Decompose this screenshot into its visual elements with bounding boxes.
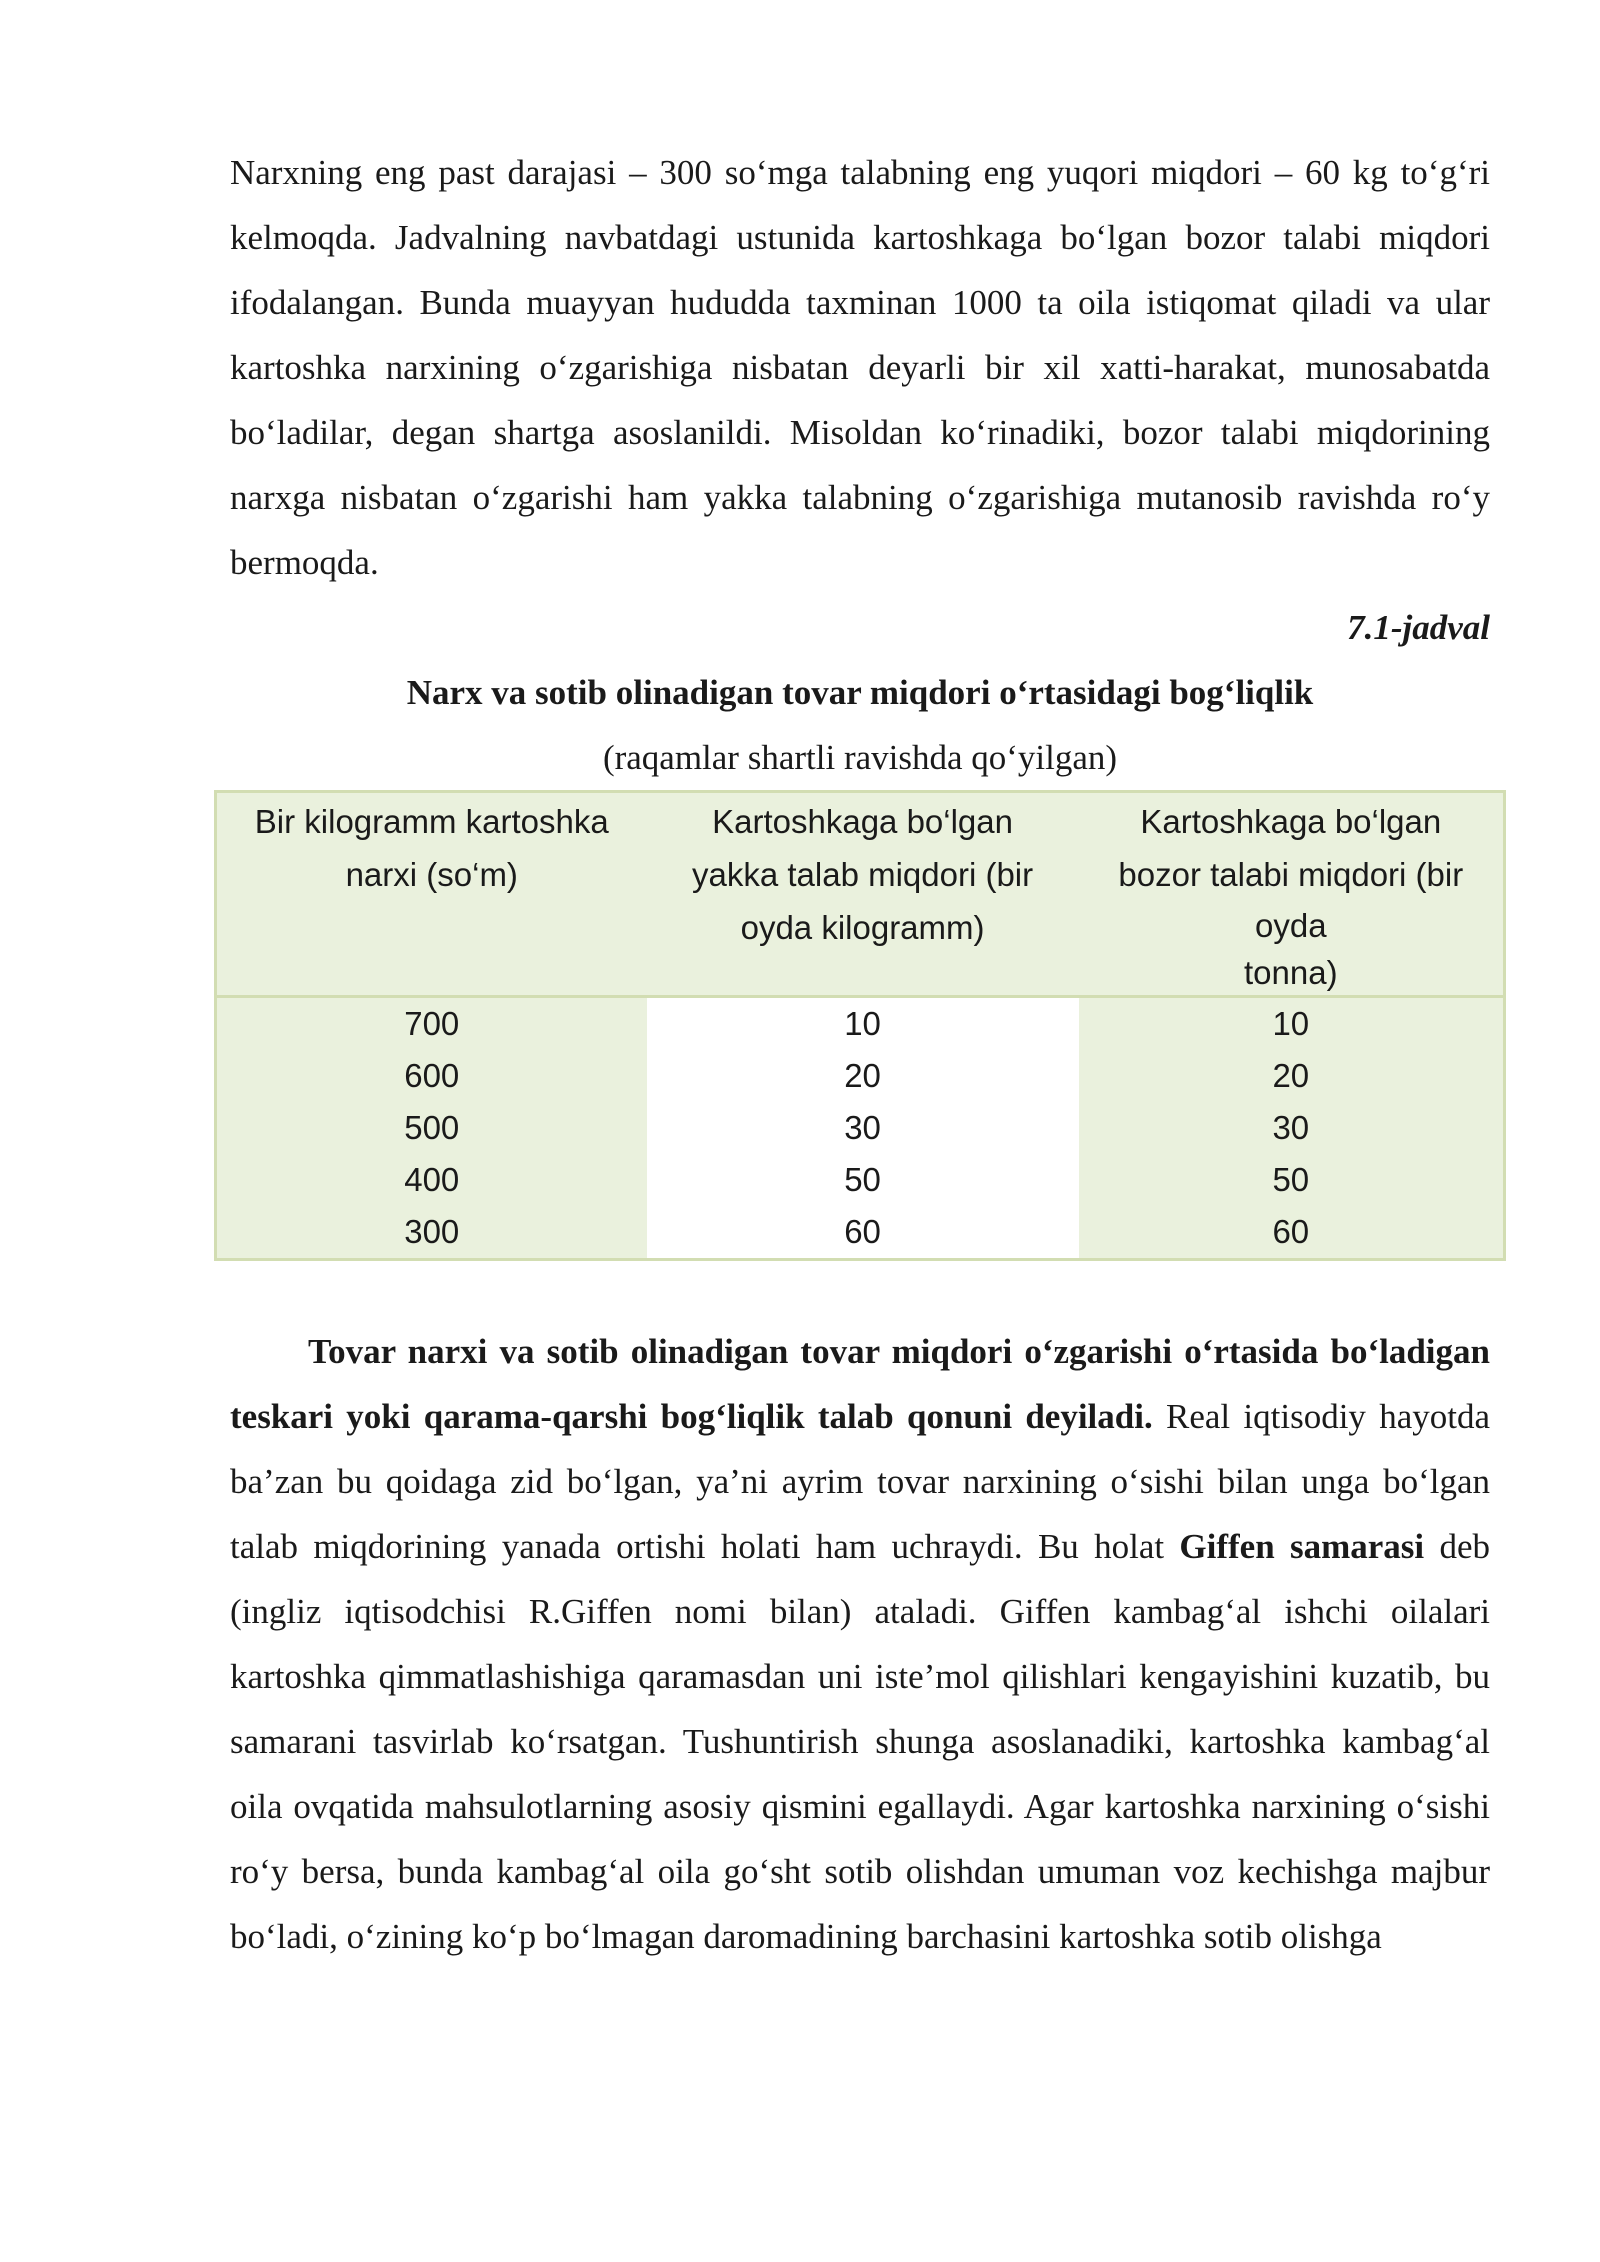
table-number: 7.1-jadval <box>1347 608 1490 647</box>
header-line: Kartoshkaga bo‘lgan <box>1140 803 1442 840</box>
cell-market: 10 <box>1079 997 1503 1051</box>
price-demand-table <box>217 793 1503 1258</box>
cell-individual: 50 <box>647 1154 1079 1206</box>
table-subtitle: (raqamlar shartli ravishda qo‘yilgan) <box>602 738 1118 777</box>
header-line: oyda <box>1255 907 1327 944</box>
table-row <box>217 1050 1503 1102</box>
header-price <box>217 793 647 997</box>
header-line: Bir kilogramm kartoshka <box>254 803 609 840</box>
table-row <box>217 997 1503 1051</box>
cell-market: 20 <box>1079 1050 1503 1102</box>
cell-market: 30 <box>1079 1102 1503 1154</box>
cell-market: 50 <box>1079 1154 1503 1206</box>
cell-individual: 30 <box>647 1102 1079 1154</box>
cell-individual: 60 <box>647 1206 1079 1258</box>
header-line: Kartoshkaga bo‘lgan <box>712 803 1013 840</box>
data-table-container <box>214 790 1506 1261</box>
cell-price: 700 <box>217 997 647 1051</box>
header-individual-demand <box>647 793 1079 997</box>
cell-price: 500 <box>217 1102 647 1154</box>
cell-individual: 20 <box>647 1050 1079 1102</box>
paragraph-text: Real iqtisodiy hayotda ba’zan bu qoidaga zid bo‘lgan, ya’ni ayrim tovar narxining o‘sishi bilan unga bo‘lgan talab miqdorining yanada ortishi holati ham uchraydi. Bu holat <box>230 1397 1490 1566</box>
document-page <box>230 140 1490 1969</box>
paragraph-demand-law <box>230 1319 1490 1969</box>
table-title: Narx va sotib olinadigan tovar miqdori o‘rtasidagi bog‘liqlik <box>406 673 1314 712</box>
table-header-row <box>217 793 1503 997</box>
table-row <box>217 1154 1503 1206</box>
cell-individual: 10 <box>647 997 1079 1051</box>
header-line: yakka talab miqdori (bir <box>691 856 1034 893</box>
header-line: oyda kilogramm) <box>740 909 985 946</box>
header-market-demand <box>1079 793 1503 997</box>
cell-market: 60 <box>1079 1206 1503 1258</box>
paragraph-intro: Narxning eng past darajasi – 300 so‘mga talabning eng yuqori miqdori – 60 kg to‘g‘ri kelmoqda. Jadvalning navbatdagi ustunida kartoshkaga bo‘lgan bozor talabi miqdori ifodalangan. Bunda muayyan hududda taxminan 1000 ta oila istiqomat qiladi va ular kartoshka narxining o‘zgarishiga nisbatan deyarli bir xil xatti-harakat, munosabatda bo‘ladilar, degan shartga asoslanildi. Misoldan ko‘rinadiki, bozor talabi miqdorining narxga nisbatan o‘zgarishi ham yakka talabning o‘zgarishiga mutanosib ravishda ro‘y bermoqda. <box>230 153 1490 582</box>
cell-price: 600 <box>217 1050 647 1102</box>
header-line: narxi (so‘m) <box>345 856 518 893</box>
header-line: bozor talabi miqdori (bir <box>1118 856 1464 893</box>
cell-price: 300 <box>217 1206 647 1258</box>
giffen-term: Giffen samarasi <box>1179 1527 1425 1566</box>
table-row <box>217 1102 1503 1154</box>
table-row <box>217 1206 1503 1258</box>
law-definition: Tovar narxi va sotib olinadigan tovar miqdori o‘zgarishi o‘rtasida bo‘ladigan teskari yoki qarama-qarshi bog‘liqlik talab qonuni deyiladi. <box>230 1332 1490 1436</box>
cell-price: 400 <box>217 1154 647 1206</box>
header-line: tonna) <box>1244 954 1338 991</box>
paragraph-text: deb (ingliz iqtisodchisi R.Giffen nomi bilan) ataladi. Giffen kambag‘al ishchi oilalari kartoshka qimmatlashishiga qaramasdan uni iste’mol qilishlari kengayishini kuzatib, bu samarani tasvirlab ko‘rsatgan. Tushuntirish shunga asoslanadiki, kartoshka kambag‘al oila ovqatida mahsulotlarning asosiy qismini egallaydi. Agar kartoshka narxining o‘sishi ro‘y bersa, bunda kambag‘al oila go‘sht sotib olishdan umuman voz kechishga majbur bo‘ladi, o‘zining ko‘p bo‘lmagan daromadining barchasini kartoshka sotib olishga <box>230 1527 1490 1956</box>
